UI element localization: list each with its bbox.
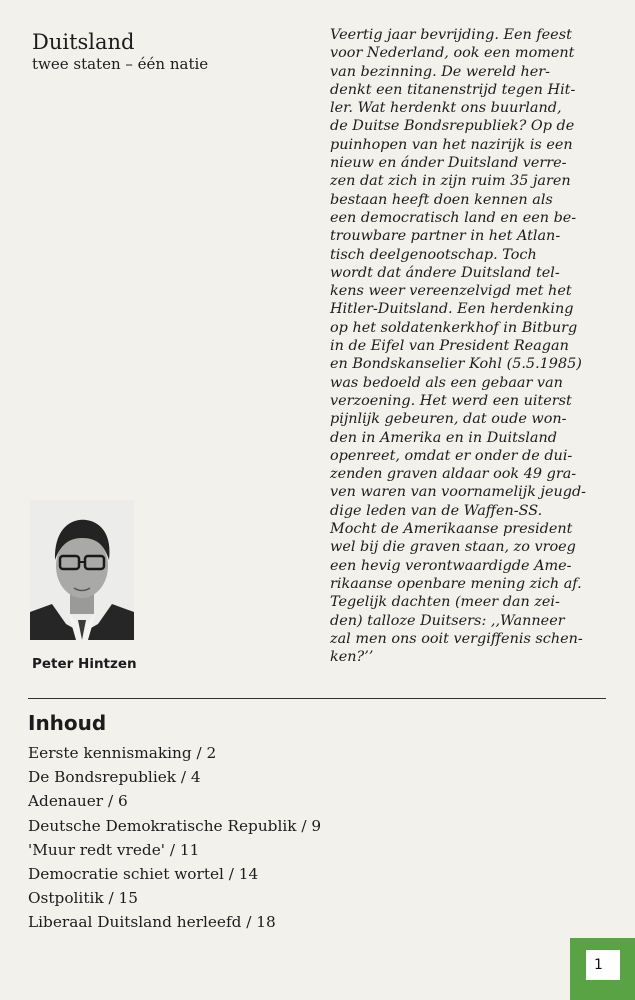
- intro-line: rikaanse openbare mening zich af.: [330, 575, 582, 592]
- intro-line: ken?’’: [330, 649, 374, 666]
- intro-line: Hitler-Duitsland. Een herdenking: [330, 301, 574, 318]
- intro-line: een hevig verontwaardigde Ame-: [330, 557, 572, 574]
- intro-line: de Duitse Bondsrepubliek? Op de: [330, 118, 575, 135]
- intro-line: openreet, omdat er onder de dui-: [330, 447, 573, 464]
- intro-line: en Bondskanselier Kohl (5.5.1985): [330, 356, 582, 373]
- intro-line: Tegelijk dachten (meer dan zei-: [330, 594, 560, 611]
- intro-line: op het soldatenkerkhof in Bitburg: [330, 319, 578, 336]
- toc-item: Liberaal Duitsland herleefd / 18: [28, 913, 276, 932]
- author-name: Peter Hintzen: [32, 656, 137, 672]
- page-title: Duitsland: [32, 30, 135, 54]
- intro-line: pijnlijk gebeuren, dat oude won-: [330, 411, 567, 428]
- intro-line: trouwbare partner in het Atlan-: [330, 228, 561, 245]
- toc-item: Adenauer / 6: [28, 792, 128, 811]
- author-portrait-photo: [30, 500, 134, 640]
- toc-heading: Inhoud: [28, 711, 107, 735]
- intro-line: zenden graven aldaar ook 49 gra-: [330, 466, 577, 483]
- intro-line: zal men ons ooit vergiffenis schen-: [330, 630, 583, 647]
- toc-item: Democratie schiet wortel / 14: [28, 865, 259, 884]
- intro-line: was bedoeld als een gebaar van: [330, 374, 563, 391]
- toc-item: Ostpolitik / 15: [28, 889, 138, 908]
- page-subtitle: twee staten – één natie: [32, 55, 209, 73]
- intro-line: bestaan heeft doen kennen als: [330, 191, 553, 208]
- intro-line: tisch deelgenootschap. Toch: [330, 246, 537, 263]
- intro-line: denkt een titanenstrijd tegen Hit-: [330, 81, 576, 98]
- intro-line: ler. Wat herdenkt ons buurland,: [330, 100, 562, 117]
- table-of-contents: [28, 741, 321, 935]
- toc-item: De Bondsrepubliek / 4: [28, 768, 201, 787]
- toc-item: Deutsche Demokratische Republik / 9: [28, 816, 322, 835]
- intro-line: zen dat zich in zijn ruim 35 jaren: [330, 173, 571, 190]
- toc-item: 'Muur redt vrede' / 11: [28, 840, 200, 859]
- intro-line: ven waren van voornamelijk jeugd-: [330, 484, 587, 501]
- intro-line: van bezinning. De wereld her-: [330, 63, 551, 80]
- intro-line: een democratisch land en een be-: [330, 209, 577, 226]
- intro-line: wordt dat ándere Duitsland tel-: [330, 264, 560, 281]
- intro-line: kens weer vereenzelvigd met het: [330, 283, 572, 300]
- intro-line: dige leden van de Waffen-SS.: [330, 502, 543, 519]
- section-divider: [28, 698, 606, 699]
- toc-item: Eerste kennismaking / 2: [28, 744, 217, 762]
- intro-line: Mocht de Amerikaanse president: [330, 521, 573, 538]
- intro-line: in de Eifel van President Reagan: [330, 338, 569, 355]
- intro-text: [330, 26, 608, 666]
- intro-line: den) talloze Duitsers: ,,Wanneer: [330, 612, 565, 629]
- intro-line: nieuw en ánder Duitsland verre-: [330, 155, 567, 172]
- intro-line: puinhopen van het nazirijk is een: [330, 136, 573, 153]
- intro-line: Veertig jaar bevrijding. Een feest: [330, 27, 572, 43]
- intro-line: den in Amerika en in Duitsland: [330, 429, 557, 446]
- page-number: 1: [586, 950, 620, 980]
- intro-line: verzoening. Het werd een uiterst: [330, 392, 572, 409]
- portrait-illustration: [30, 500, 134, 640]
- intro-line: voor Nederland, ook een moment: [330, 45, 575, 62]
- intro-line: wel bij die graven staan, zo vroeg: [330, 539, 576, 556]
